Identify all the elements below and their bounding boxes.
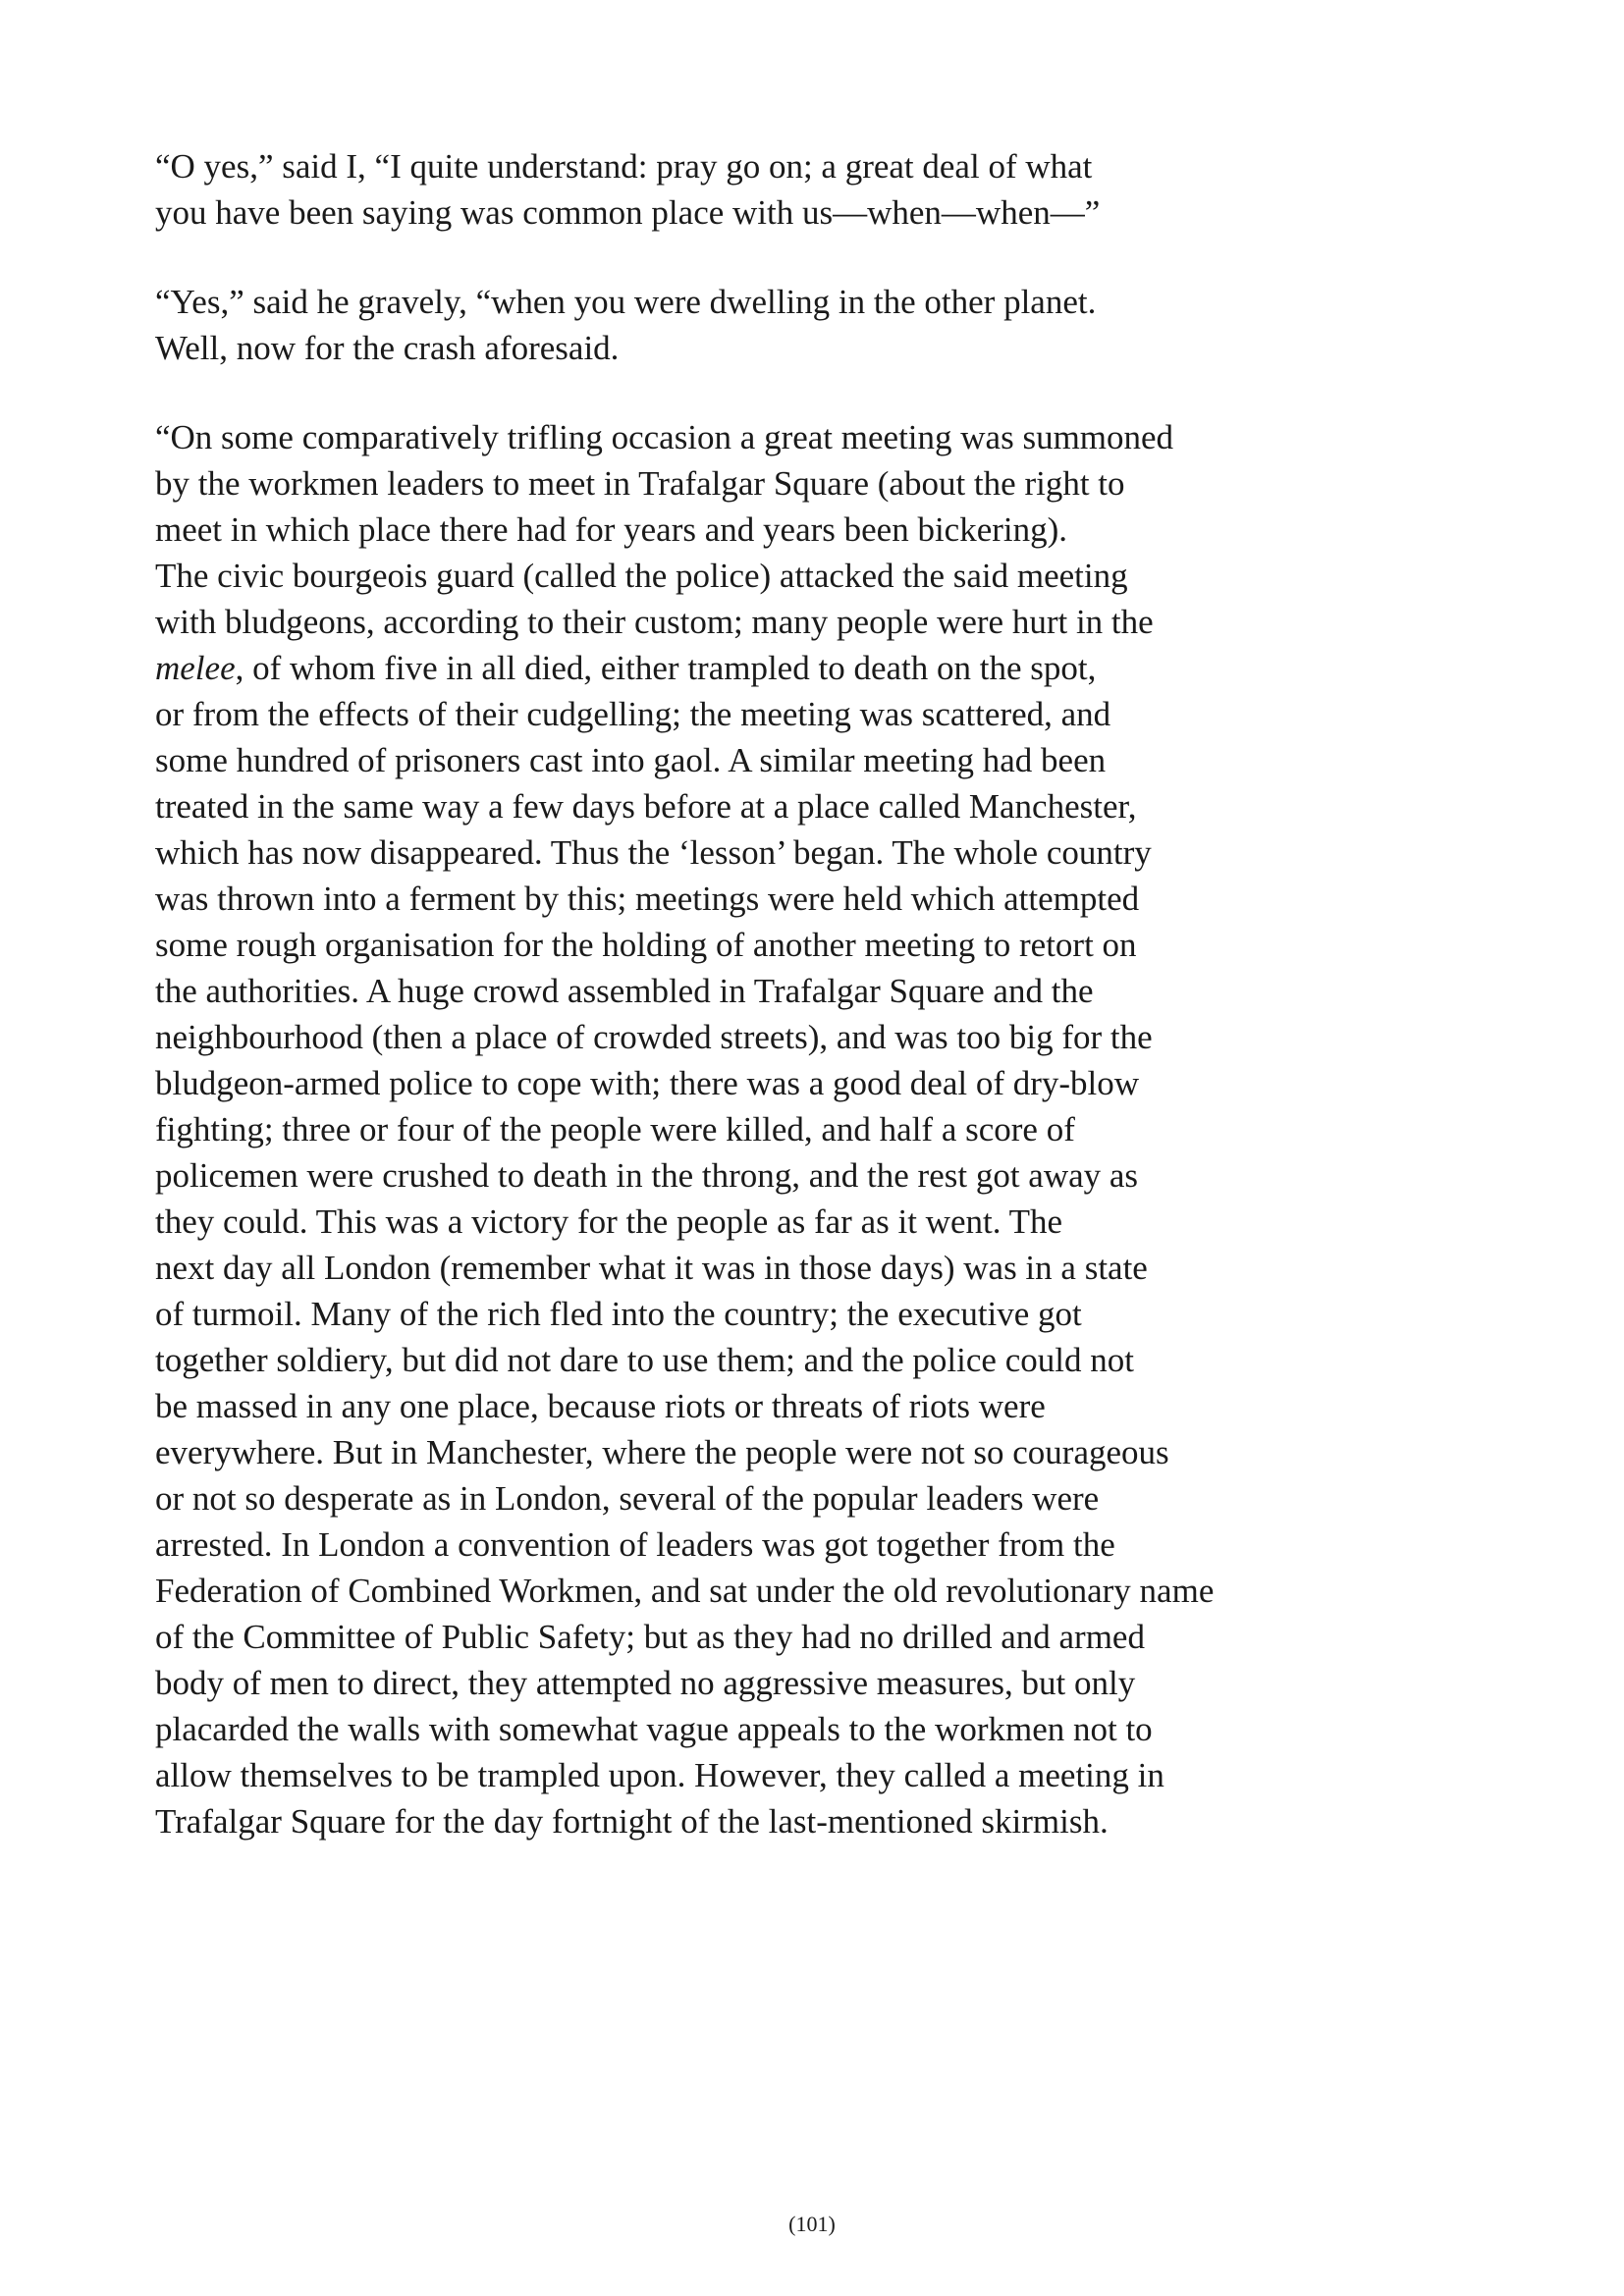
text-segment: , of whom five in all died, either trampled to death on the spot,	[235, 649, 1097, 687]
text-line	[155, 645, 1392, 691]
text-line: next day all London (remember what it was in those days) was in a state	[155, 1249, 1148, 1287]
paragraph-1	[155, 143, 1392, 236]
text-line: they could. This was a victory for the people as far as it went. The	[155, 1202, 1062, 1241]
text-line: the authorities. A huge crowd assembled in Trafalgar Square and the	[155, 972, 1094, 1010]
text-line: “On some comparatively trifling occasion a great meeting was summoned	[155, 418, 1174, 456]
text-line: of turmoil. Many of the rich fled into the country; the executive got	[155, 1295, 1082, 1333]
text-line: “O yes,” said I, “I quite understand: pray go on; a great deal of what	[155, 147, 1093, 186]
text-line: be massed in any one place, because riots or threats of riots were	[155, 1387, 1046, 1425]
page-number: (101)	[788, 2212, 836, 2236]
italic-word: melee	[155, 649, 236, 687]
text-line: meet in which place there had for years and years been bickering).	[155, 510, 1068, 549]
text-line: allow themselves to be trampled upon. However, they called a meeting in	[155, 1756, 1164, 1794]
text-line: by the workmen leaders to meet in Trafalgar Square (about the right to	[155, 464, 1125, 503]
text-line: of the Committee of Public Safety; but as they had no drilled and armed	[155, 1618, 1145, 1656]
text-line: was thrown into a ferment by this; meetings were held which attempted	[155, 880, 1140, 918]
text-line: The civic bourgeois guard (called the police) attacked the said meeting	[155, 557, 1128, 595]
text-line: some rough organisation for the holding of another meeting to retort on	[155, 926, 1137, 964]
text-line: you have been saying was common place with us—when—when—”	[155, 193, 1101, 232]
text-line: Well, now for the crash aforesaid.	[155, 329, 620, 367]
text-line: arrested. In London a convention of leaders was got together from the	[155, 1525, 1115, 1564]
paragraph-3	[155, 414, 1392, 1844]
text-line: Trafalgar Square for the day fortnight of the last-mentioned skirmish.	[155, 1802, 1109, 1841]
text-line: bludgeon-armed police to cope with; there was a good deal of dry-blow	[155, 1064, 1140, 1102]
text-line: fighting; three or four of the people were killed, and half a score of	[155, 1110, 1075, 1148]
text-line: “Yes,” said he gravely, “when you were dwelling in the other planet.	[155, 283, 1097, 321]
text-line: policemen were crushed to death in the throng, and the rest got away as	[155, 1156, 1139, 1195]
text-line: some hundred of prisoners cast into gaol. A similar meeting had been	[155, 741, 1107, 779]
text-line: with bludgeons, according to their custom; many people were hurt in the	[155, 603, 1154, 641]
text-line: body of men to direct, they attempted no aggressive measures, but only	[155, 1664, 1136, 1702]
text-line: together soldiery, but did not dare to use them; and the police could not	[155, 1341, 1134, 1379]
text-line: or not so desperate as in London, several of the popular leaders were	[155, 1479, 1100, 1518]
text-line: neighbourhood (then a place of crowded streets), and was too big for the	[155, 1018, 1153, 1056]
paragraph-2	[155, 279, 1392, 371]
text-line: treated in the same way a few days before at a place called Manchester,	[155, 787, 1137, 826]
page-body	[155, 143, 1392, 1888]
text-line: everywhere. But in Manchester, where the people were not so courageous	[155, 1433, 1169, 1471]
text-line: which has now disappeared. Thus the ‘lesson’ began. The whole country	[155, 833, 1152, 872]
text-line: or from the effects of their cudgelling; the meeting was scattered, and	[155, 695, 1111, 733]
text-line: placarded the walls with somewhat vague appeals to the workmen not to	[155, 1710, 1153, 1748]
text-line: Federation of Combined Workmen, and sat under the old revolutionary name	[155, 1572, 1215, 1610]
